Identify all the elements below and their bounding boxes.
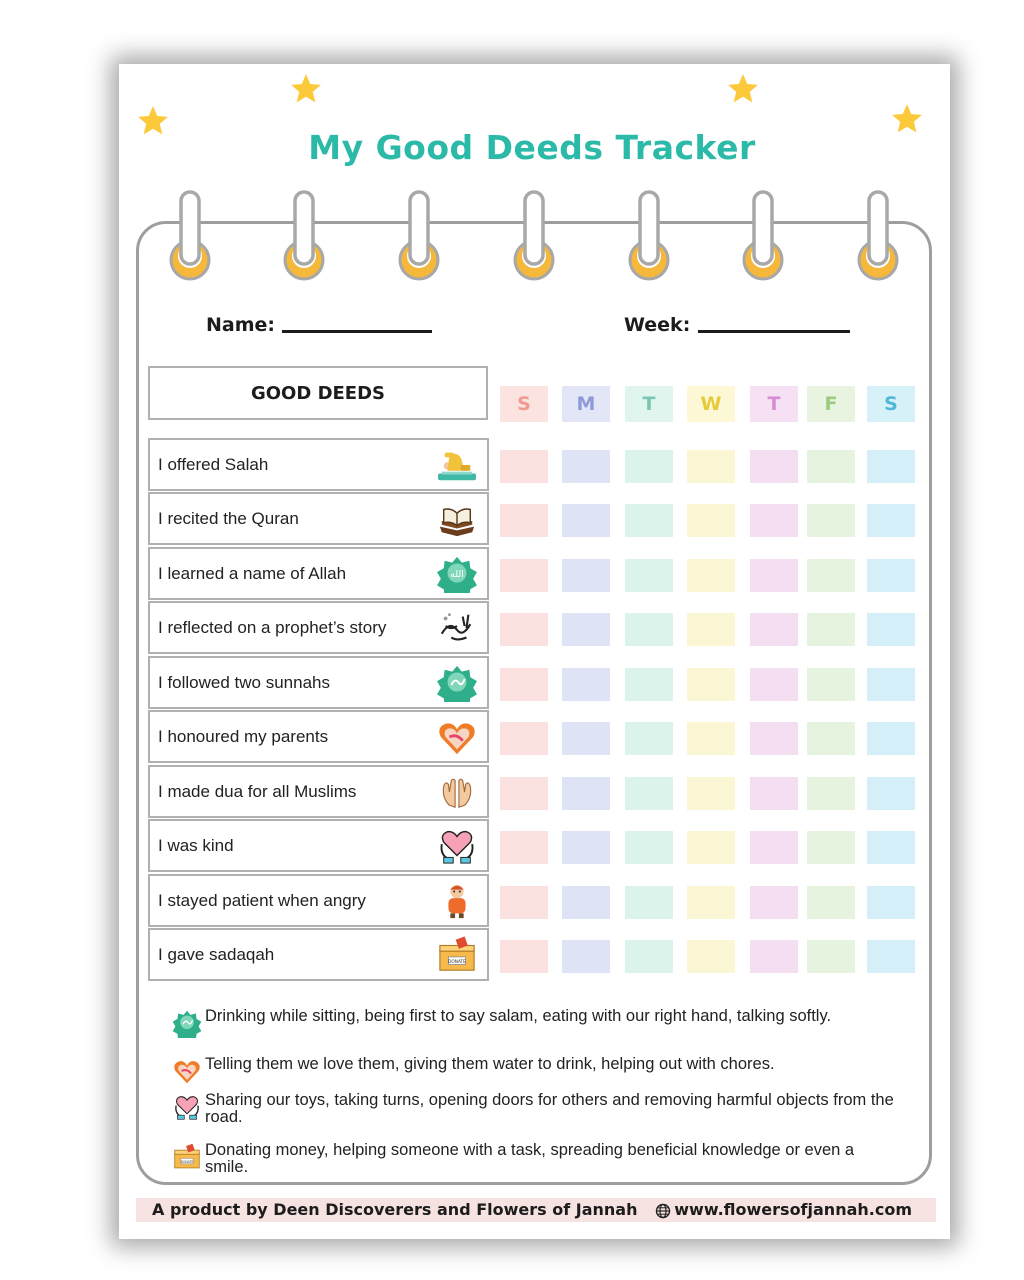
day-header: T — [750, 386, 798, 422]
tracker-checkbox[interactable] — [562, 559, 610, 592]
footer-website-text: www.flowersofjannah.com — [674, 1200, 912, 1219]
tracker-checkbox[interactable] — [500, 940, 548, 973]
tracker-checkbox[interactable] — [625, 559, 673, 592]
deed-label: I followed two sunnahs — [158, 673, 330, 692]
kind-heart-icon — [172, 1092, 202, 1122]
tracker-checkbox[interactable] — [807, 613, 855, 646]
note-text: Drinking while sitting, being first to say salam, eating with our right hand, talking softly. — [205, 1007, 832, 1025]
tracker-checkbox[interactable] — [687, 668, 735, 701]
note-item — [172, 1092, 892, 1128]
deed-row — [148, 710, 489, 763]
tracker-checkbox[interactable] — [500, 450, 548, 483]
deed-label: I stayed patient when angry — [158, 891, 366, 910]
note-item — [172, 1008, 892, 1044]
tracker-checkbox[interactable] — [867, 450, 915, 483]
note-item — [172, 1056, 892, 1092]
day-header: M — [562, 386, 610, 422]
day-header: W — [687, 386, 735, 422]
footer-website[interactable] — [655, 1198, 912, 1222]
tracker-checkbox[interactable] — [625, 722, 673, 755]
tracker-checkbox[interactable] — [562, 831, 610, 864]
tracker-checkbox[interactable] — [500, 831, 548, 864]
note-text: Telling them we love them, giving them water to drink, helping out with chores. — [205, 1055, 775, 1073]
footer-bar — [136, 1198, 936, 1222]
deed-row — [148, 874, 489, 927]
note-text: Donating money, helping someone with a task, spreading beneficial knowledge or even a smile. — [205, 1141, 855, 1176]
tracker-checkbox[interactable] — [807, 831, 855, 864]
tracker-checkbox[interactable] — [867, 831, 915, 864]
kind-heart-icon — [435, 827, 479, 865]
tracker-checkbox[interactable] — [807, 940, 855, 973]
tracker-checkbox[interactable] — [687, 504, 735, 537]
tracker-checkbox[interactable] — [562, 940, 610, 973]
heart-hands-icon — [435, 718, 479, 756]
tracker-checkbox[interactable] — [867, 940, 915, 973]
deed-row — [148, 492, 489, 545]
deed-label: I was kind — [158, 836, 234, 855]
deed-label: I gave sadaqah — [158, 945, 275, 964]
footer-credit: A product by Deen Discoverers and Flowers of Jannah — [152, 1200, 638, 1219]
tracker-checkbox[interactable] — [625, 777, 673, 810]
tracker-checkbox[interactable] — [687, 722, 735, 755]
deed-label: I recited the Quran — [158, 509, 299, 528]
day-header: F — [807, 386, 855, 422]
deed-row — [148, 547, 489, 600]
allah-name-badge-icon — [435, 555, 479, 593]
tracker-checkbox[interactable] — [750, 559, 798, 592]
tracker-checkbox[interactable] — [807, 777, 855, 810]
tracker-checkbox[interactable] — [807, 450, 855, 483]
tracker-checkbox[interactable] — [562, 668, 610, 701]
patient-child-icon — [435, 882, 479, 920]
tracker-checkbox[interactable] — [500, 777, 548, 810]
tracker-checkbox[interactable] — [687, 940, 735, 973]
tracker-checkbox[interactable] — [687, 831, 735, 864]
spiral-ring — [513, 190, 555, 282]
tracker-checkbox[interactable] — [750, 722, 798, 755]
tracker-checkbox[interactable] — [687, 886, 735, 919]
salah-prayer-icon — [435, 446, 479, 484]
tracker-checkbox[interactable] — [687, 613, 735, 646]
deed-row — [148, 928, 489, 981]
tracker-checkbox[interactable] — [562, 722, 610, 755]
note-text: Sharing our toys, taking turns, opening doors for others and removing harmful objects from the road. — [205, 1091, 894, 1126]
spiral-ring — [398, 190, 440, 282]
deed-row — [148, 765, 489, 818]
tracker-checkbox[interactable] — [750, 613, 798, 646]
spiral-ring — [857, 190, 899, 282]
tracker-checkbox[interactable] — [750, 777, 798, 810]
deed-label: I made dua for all Muslims — [158, 782, 357, 801]
tracker-checkbox[interactable] — [807, 504, 855, 537]
donation-box-icon — [172, 1142, 202, 1172]
tracker-checkbox[interactable] — [625, 504, 673, 537]
deed-row — [148, 438, 489, 491]
tracker-checkbox[interactable] — [687, 777, 735, 810]
spiral-ring — [628, 190, 670, 282]
tracker-checkbox[interactable] — [625, 450, 673, 483]
week-input-line[interactable] — [698, 330, 850, 333]
tracker-checkbox[interactable] — [562, 504, 610, 537]
tracker-checkbox[interactable] — [867, 722, 915, 755]
tracker-checkbox[interactable] — [500, 559, 548, 592]
day-header: S — [867, 386, 915, 422]
star-icon — [726, 72, 760, 106]
tracker-checkbox[interactable] — [562, 777, 610, 810]
tracker-checkbox[interactable] — [562, 450, 610, 483]
tracker-checkbox[interactable] — [625, 668, 673, 701]
name-input-line[interactable] — [282, 330, 432, 333]
tracker-checkbox[interactable] — [750, 504, 798, 537]
tracker-checkbox[interactable] — [625, 886, 673, 919]
name-label: Name: — [206, 314, 276, 336]
tracker-checkbox[interactable] — [562, 886, 610, 919]
tracker-checkbox[interactable] — [867, 668, 915, 701]
svg-text:الله: الله — [450, 568, 464, 580]
sunnah-badge-icon — [172, 1008, 202, 1038]
page-title: My Good Deeds Tracker — [308, 128, 756, 167]
tracker-checkbox[interactable] — [500, 886, 548, 919]
tracker-checkbox[interactable] — [750, 668, 798, 701]
spiral-ring — [169, 190, 211, 282]
deed-row — [148, 601, 489, 654]
tracker-checkbox[interactable] — [625, 940, 673, 973]
tracker-checkbox[interactable] — [625, 613, 673, 646]
deed-row — [148, 656, 489, 709]
tracker-checkbox[interactable] — [500, 504, 548, 537]
deed-label: I honoured my parents — [158, 727, 329, 746]
tracker-checkbox[interactable] — [867, 559, 915, 592]
tracker-checkbox[interactable] — [687, 559, 735, 592]
tracker-checkbox[interactable] — [750, 450, 798, 483]
tracker-checkbox[interactable] — [687, 450, 735, 483]
dua-hands-icon — [435, 773, 479, 811]
day-header: T — [625, 386, 673, 422]
tracker-checkbox[interactable] — [625, 831, 673, 864]
good-deeds-header: GOOD DEEDS — [148, 366, 488, 420]
tracker-checkbox[interactable] — [807, 559, 855, 592]
tracker-checkbox[interactable] — [807, 722, 855, 755]
tracker-checkbox[interactable] — [867, 504, 915, 537]
svg-text:DONATE: DONATE — [180, 1159, 194, 1164]
globe-icon — [655, 1203, 671, 1219]
tracker-checkbox[interactable] — [750, 886, 798, 919]
sunnah-badge-icon — [435, 664, 479, 702]
deed-label: I reflected on a prophet’s story — [158, 618, 387, 637]
svg-text:DONATE: DONATE — [448, 960, 466, 966]
deed-label: I learned a name of Allah — [158, 564, 347, 583]
note-item — [172, 1142, 892, 1178]
tracker-checkbox[interactable] — [750, 940, 798, 973]
tracker-checkbox[interactable] — [500, 613, 548, 646]
tracker-checkbox[interactable] — [562, 613, 610, 646]
tracker-checkbox[interactable] — [867, 613, 915, 646]
donation-box-icon — [435, 936, 479, 974]
tracker-checkbox[interactable] — [867, 886, 915, 919]
prophet-calligraphy-icon — [435, 609, 479, 647]
tracker-checkbox[interactable] — [500, 722, 548, 755]
deed-label: I offered Salah — [158, 455, 269, 474]
spiral-ring — [283, 190, 325, 282]
star-icon — [289, 72, 323, 106]
week-label: Week: — [624, 314, 691, 336]
quran-book-icon — [435, 500, 479, 538]
day-header: S — [500, 386, 548, 422]
tracker-checkbox[interactable] — [807, 668, 855, 701]
deed-row — [148, 819, 489, 872]
tracker-checkbox[interactable] — [500, 668, 548, 701]
heart-hands-icon — [172, 1056, 202, 1086]
tracker-checkbox[interactable] — [867, 777, 915, 810]
tracker-checkbox[interactable] — [750, 831, 798, 864]
spiral-ring — [742, 190, 784, 282]
tracker-checkbox[interactable] — [807, 886, 855, 919]
